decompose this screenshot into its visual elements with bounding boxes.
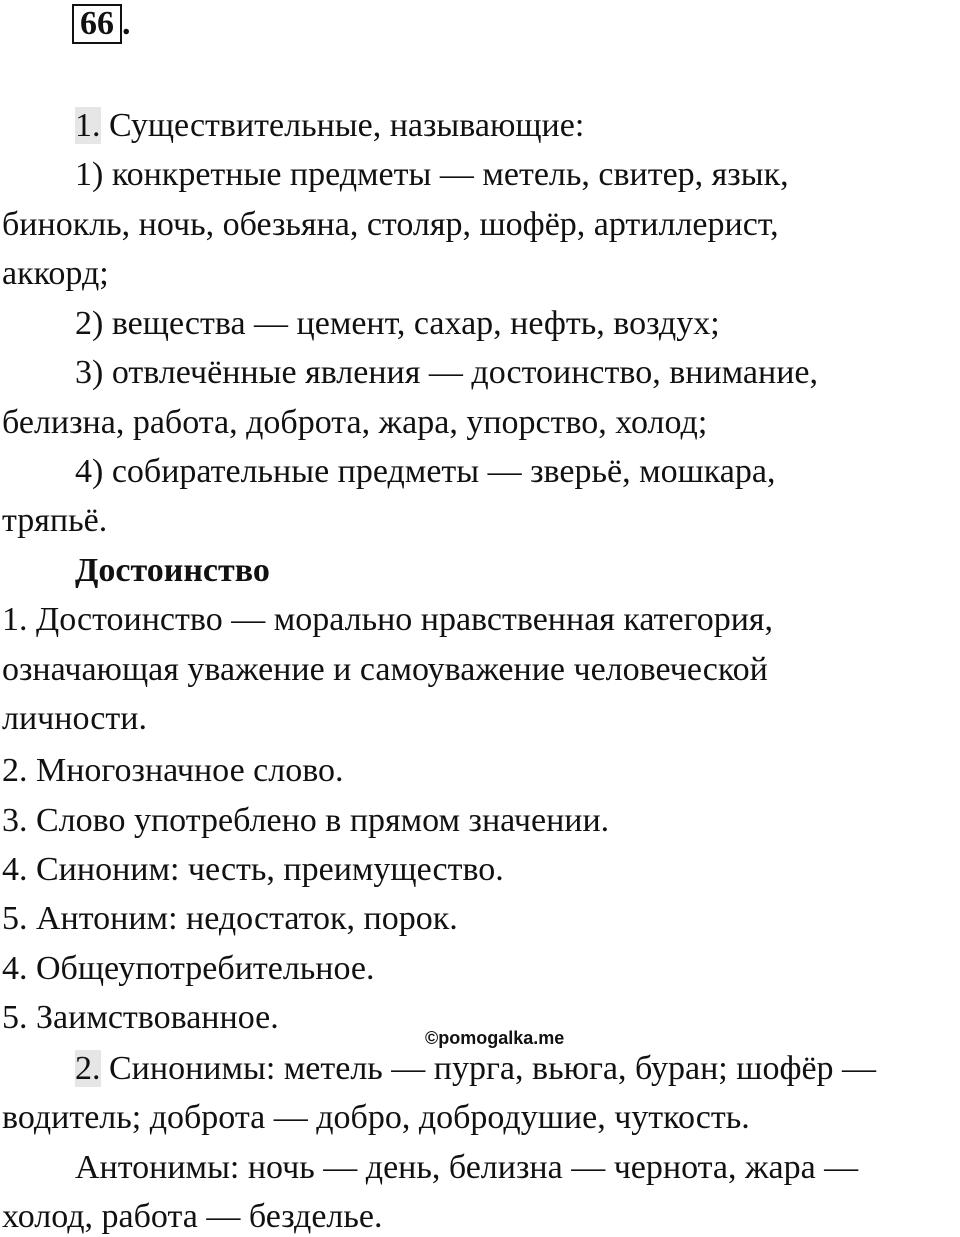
analysis-p1-line1: 1. Достоинство — морально нравственная категория, [2,601,774,638]
task-number [72,4,131,44]
analysis-p1-line2: означающая уважение и самоуважение человеческой [2,651,768,688]
item3-line1: 3) отвлечённые явления — достоинство, внимание, [75,354,819,391]
section1-heading-text: Существительные, называющие: [100,107,585,144]
watermark: ©pomogalka.me [425,1028,565,1048]
analysis-p1-line3: личности. [2,700,147,737]
item2-line1: 2) вещества — цемент, сахар, нефть, воздух; [75,305,720,342]
item4-line2: тряпьё. [2,502,108,539]
task-number-dot: . [122,5,131,42]
item4-line1: 4) собирательные предметы — зверьё, мошкара, [75,453,776,490]
section2-synonyms-line2: водитель; доброта — добро, добродушие, чуткость. [2,1099,750,1136]
item3-line2: белизна, работа, доброта, жара, упорство, холод; [2,404,708,441]
analysis-p7: 5. Заимствованное. [2,999,279,1036]
analysis-p2: 2. Многозначное слово. [2,752,344,789]
analysis-p5: 5. Антоним: недостаток, порок. [2,900,458,937]
analysis-p4: 4. Синоним: честь, преимущество. [2,851,504,888]
section2-antonyms-line2: холод, работа — безделье. [2,1198,383,1235]
analysis-p3: 3. Слово употреблено в прямом значении. [2,802,610,839]
section2-synonyms-line1 [75,1049,876,1089]
section1-marker: 1. [75,107,101,144]
section1-heading [75,106,584,146]
task-number-box: 66 [72,4,122,44]
section2-marker: 2. [75,1050,101,1087]
analysis-p6: 4. Общеупотребительное. [2,950,375,987]
word-analysis-title: Достоинство [75,552,270,589]
section2-antonyms-line1: Антонимы: ночь — день, белизна — чернота, жара — [75,1149,859,1186]
item1-line3: аккорд; [2,255,109,292]
item1-line2: бинокль, ночь, обезьяна, столяр, шофёр, артиллерист, [2,206,779,243]
item1-line1: 1) конкретные предметы — метель, свитер, язык, [75,156,789,193]
section2-synonyms-text: Синонимы: метель — пурга, вьюга, буран; шофёр — [100,1050,877,1087]
